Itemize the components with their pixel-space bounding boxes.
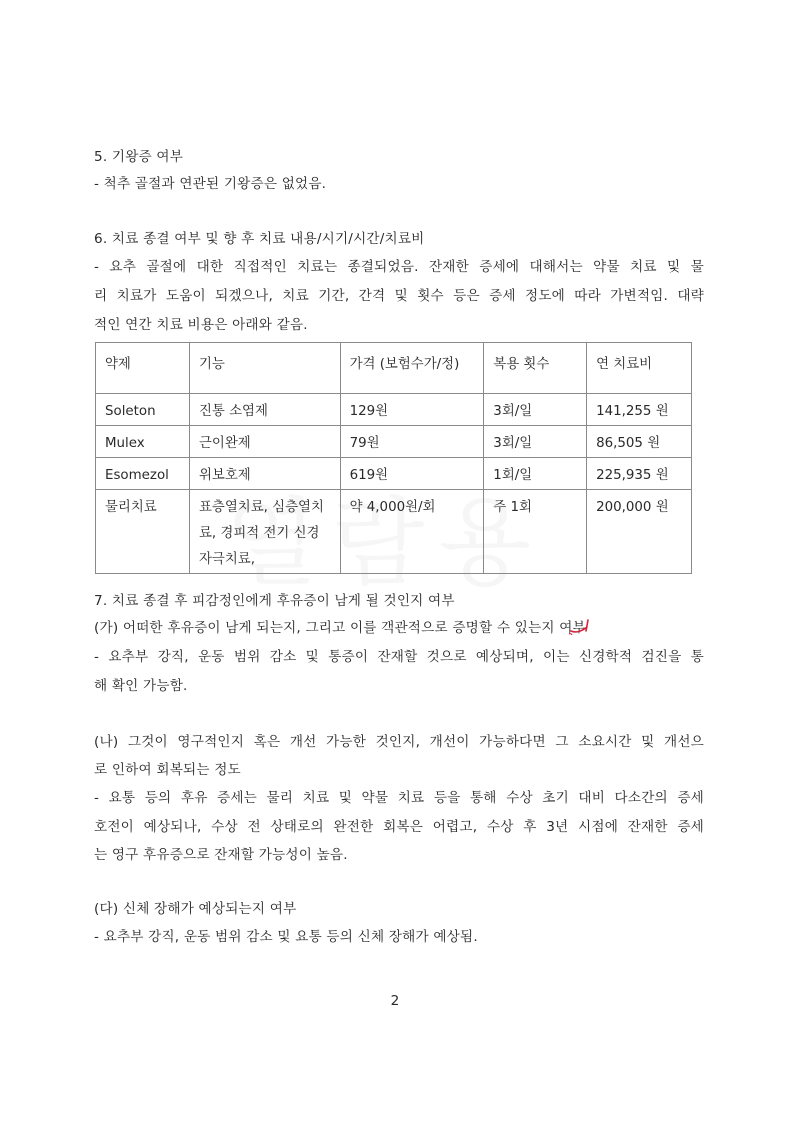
table-cell: Mulex xyxy=(96,426,190,458)
section-7c-body: - 요추부 강직, 운동 범위 감소 및 요통 등의 신체 장해가 예상됨. xyxy=(94,929,478,945)
table-header-row xyxy=(96,343,692,394)
table-cell: Soleton xyxy=(96,394,190,426)
section-7-title: 7. 치료 종결 후 피감정인에게 후유증이 남게 될 것인지 여부 xyxy=(94,593,455,609)
table-cell: 위보호제 xyxy=(189,458,340,490)
table-cell: 주 1회 xyxy=(484,490,587,574)
table-cell: 129원 xyxy=(340,394,484,426)
table-cell: 3회/일 xyxy=(484,394,587,426)
table-header-cell: 복용 횟수 xyxy=(484,343,587,394)
table-header-cell: 가격 (보험수가/정) xyxy=(340,343,484,394)
table-cell: 근이완제 xyxy=(189,426,340,458)
table-cell: 225,935 원 xyxy=(587,458,692,490)
table-header-cell: 기능 xyxy=(189,343,340,394)
table-cell: 1회/일 xyxy=(484,458,587,490)
section-7b-title-line: 로 인하여 회복되는 정도 xyxy=(94,762,241,778)
treatment-cost-table xyxy=(95,342,692,574)
table-row xyxy=(96,394,692,426)
section-7c-title: (다) 신체 장해가 예상되는지 여부 xyxy=(94,901,297,917)
table-cell: 약 4,000원/회 xyxy=(340,490,484,574)
section-7a-title: (가) 어떠한 후유증이 남게 되는지, 그리고 이를 객관적으로 증명할 수 있는지 여부 xyxy=(94,620,586,636)
section-5-body: - 척추 골절과 연관된 기왕증은 없었음. xyxy=(94,176,327,192)
table-cell: 86,505 원 xyxy=(587,426,692,458)
section-6-body-line: - 요추 골절에 대한 직접적인 치료는 종결되었음. 잔재한 증세에 대해서는 약물 치료 및 물 xyxy=(94,259,704,275)
section-7b-body-line: 는 영구 후유증으로 잔재할 가능성이 높음. xyxy=(94,847,348,863)
section-6-body-line: 리 치료가 도움이 되겠으나, 치료 기간, 간격 및 횟수 등은 증세 정도에 따라 가변적임. 대략 xyxy=(94,288,704,304)
table-cell: 79원 xyxy=(340,426,484,458)
page-number: 2 xyxy=(390,993,400,1009)
section-6-body-line: 적인 연간 치료 비용은 아래와 같음. xyxy=(94,317,308,333)
table-cell: 표층열치료, 심층열치료, 경피적 전기 신경자극치료, xyxy=(189,490,340,574)
section-7b-body-line: - 요통 등의 후유 증세는 물리 치료 및 약물 치료 등을 통해 수상 초기 대비 다소간의 증세 xyxy=(94,790,704,806)
section-7b-title-line: (나) 그것이 영구적인지 혹은 개선 가능한 것인지, 개선이 가능하다면 그 소요시간 및 개선으 xyxy=(94,734,704,750)
table-cell: 200,000 원 xyxy=(587,490,692,574)
table-cell: 진통 소염제 xyxy=(189,394,340,426)
table-cell: 3회/일 xyxy=(484,426,587,458)
table-row xyxy=(96,458,692,490)
table-cell: 물리치료 xyxy=(96,490,190,574)
table-header-cell: 약제 xyxy=(96,343,190,394)
table-header-cell: 연 치료비 xyxy=(587,343,692,394)
red-pen-mark-icon xyxy=(569,617,593,637)
table-row xyxy=(96,426,692,458)
table-cell: 141,255 원 xyxy=(587,394,692,426)
section-6-title: 6. 치료 종결 여부 및 향 후 치료 내용/시기/시간/치료비 xyxy=(94,231,425,247)
section-7b-body-line: 호전이 예상되나, 수상 전 상태로의 완전한 회복은 어렵고, 수상 후 3년 시점에 잔재한 증세 xyxy=(94,819,704,835)
section-5-title: 5. 기왕증 여부 xyxy=(94,149,184,165)
table-cell: Esomezol xyxy=(96,458,190,490)
section-7a-body-line: - 요추부 강직, 운동 범위 감소 및 통증이 잔재할 것으로 예상되며, 이는 신경학적 검진을 통 xyxy=(94,649,704,665)
section-7a-body-line: 해 확인 가능함. xyxy=(94,678,188,694)
table-row xyxy=(96,490,692,574)
table-cell: 619원 xyxy=(340,458,484,490)
